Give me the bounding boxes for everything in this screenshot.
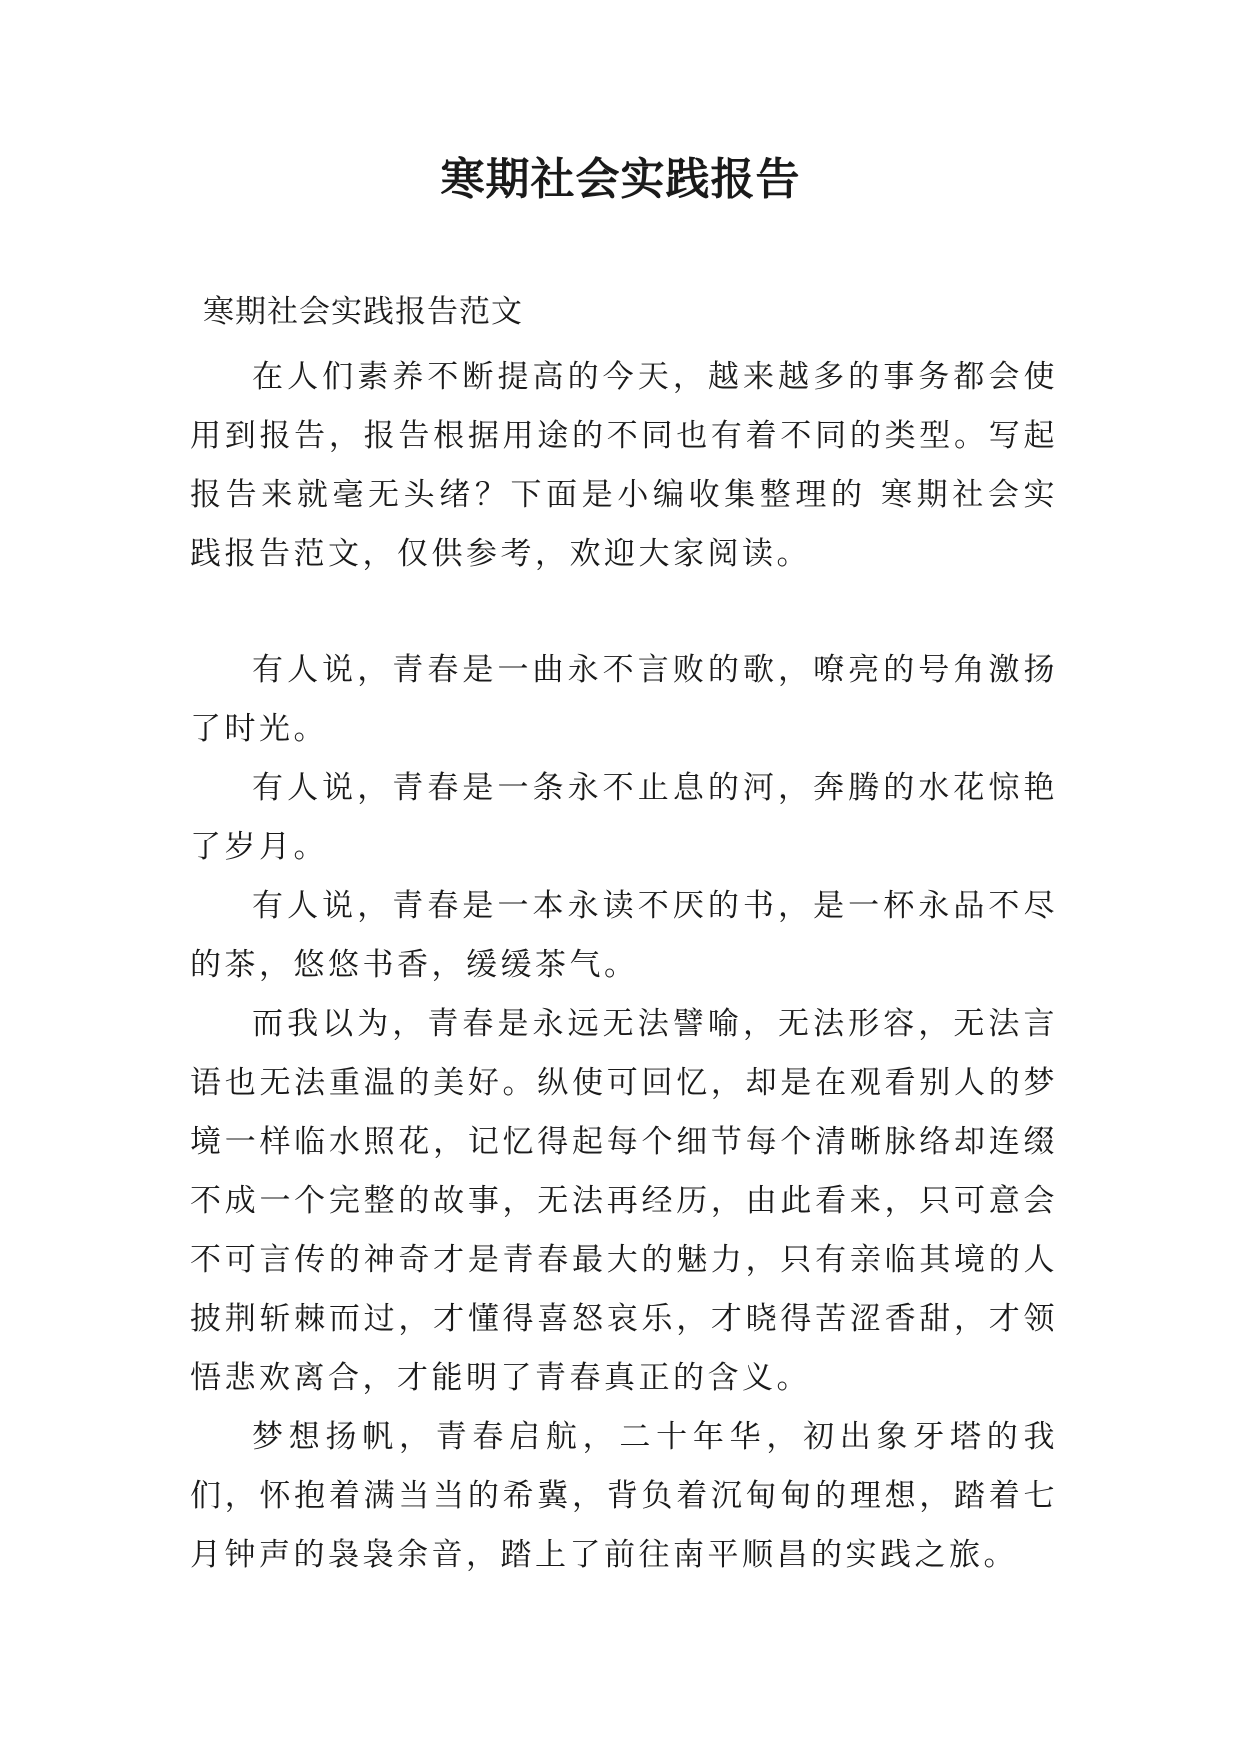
document-title: 寒期社会实践报告	[440, 154, 801, 205]
body-paragraph: 而我以为，青春是永远无法譬喻，无法形容，无法言语也无法重温的美好。纵使可回忆，却是在观看别人的梦境一样临水照花，记忆得起每个细节每个清晰脉络却连缀不成一个完整的故事，无法再经历，由此看来，只可意会不可言传的神奇才是青春最大的魅力，只有亲临其境的人披荆斩棘而过，才懂得喜怒哀乐，才晓得苦涩香甜，才领悟悲欢离合，才能明了青春真正的含义。	[190, 1006, 1058, 1396]
body-paragraph: 有人说，青春是一曲永不言败的歌，嘹亮的号角激扬了时光。	[190, 652, 1058, 747]
body-paragraph: 有人说，青春是一条永不止息的河，奔腾的水花惊艳了岁月。	[190, 770, 1058, 865]
intro-paragraph: 在人们素养不断提高的今天，越来越多的事务都会使用到报告，报告根据用途的不同也有着不同的类型。写起报告来就毫无头绪？下面是小编收集整理的 寒期社会实践报告范文，仅供参考，欢迎大家阅读。	[190, 359, 1058, 572]
body-paragraph: 有人说，青春是一本永读不厌的书，是一杯永品不尽的茶，悠悠书香，缓缓茶气。	[190, 888, 1058, 983]
document-body	[190, 348, 1058, 1585]
body-paragraph: 梦想扬帆，青春启航，二十年华，初出象牙塔的我们，怀抱着满当当的希冀，背负着沉甸甸的理想，踏着七月钟声的袅袅余音，踏上了前往南平顺昌的实践之旅。	[190, 1419, 1058, 1573]
paragraph-spacer	[190, 584, 1058, 641]
document-subtitle: 寒期社会实践报告范文	[203, 294, 523, 330]
